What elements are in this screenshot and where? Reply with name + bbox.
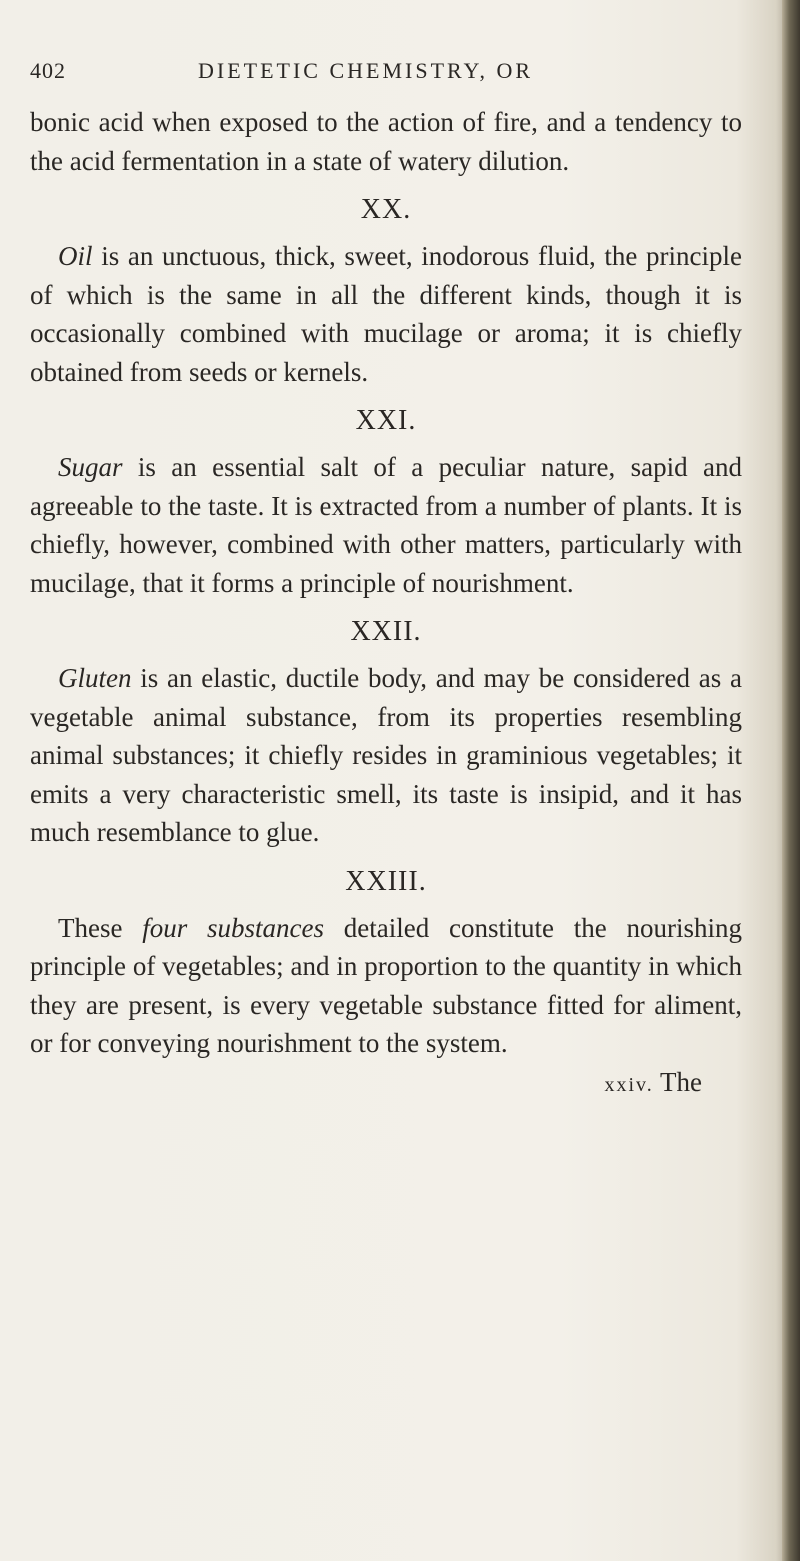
term-sugar: Sugar [58,452,123,482]
section-xxiii-lead: These [58,912,143,943]
section-xxi-text: is an essential salt of a peculiar nature, sapid and agreeable to the taste. It is extracted from a number of plants. It is chiefly, however, combined with other matters, particularly with mucilage, that it forms a principle of nourishment. [30,452,742,598]
catchword-line [30,1063,742,1105]
section-xx-paragraph [30,237,742,391]
section-xxiii-text: detailed constitute the nourishing principle of vegetables; and in proportion to the quantity in which they are present, is every vegetable substance fitted for aliment, or for conveying nourishment to the system. [30,912,742,1058]
catchword-word: The [660,1066,702,1097]
section-xxii-text: is an elastic, ductile body, and may be considered as a vegetable animal substance, from its properties resembling animal substances; it chiefly resides in graminious vegetables; it emits a very characteristic smell, its taste is insipid, and it has much resemblance to glue. [30,663,742,847]
section-xxi-paragraph [30,448,742,602]
catchword-signature: xxiv. [604,1073,654,1096]
section-xxiii-paragraph [30,909,742,1063]
term-oil: Oil [58,241,93,271]
section-heading-xxiii: XXIII. [345,865,427,897]
section-xxii-paragraph [30,659,742,852]
book-spine-shadow [782,0,800,1561]
section-heading-xx: XX. [360,194,412,225]
page-header [30,58,730,98]
running-head: DIETETIC CHEMISTRY, OR [198,58,534,83]
section-heading-xxi: XXI. [355,405,417,436]
term-four-substances: four substances [142,912,324,943]
section-xx-text: is an unctuous, thick, sweet, inodorous fluid, the principle of which is the same in all the different kinds, though it is occasionally combined with mucilage or aroma; it is chiefly obtained from seeds or kernels. [30,241,742,387]
section-heading-xxii: XXII. [350,616,422,647]
page-number: 402 [30,58,66,83]
term-gluten: Gluten [58,663,132,693]
intro-paragraph: bonic acid when exposed to the action of fire, and a tendency to the acid fermentation in a state of watery dilution. [30,107,742,176]
page-body [30,103,742,1104]
